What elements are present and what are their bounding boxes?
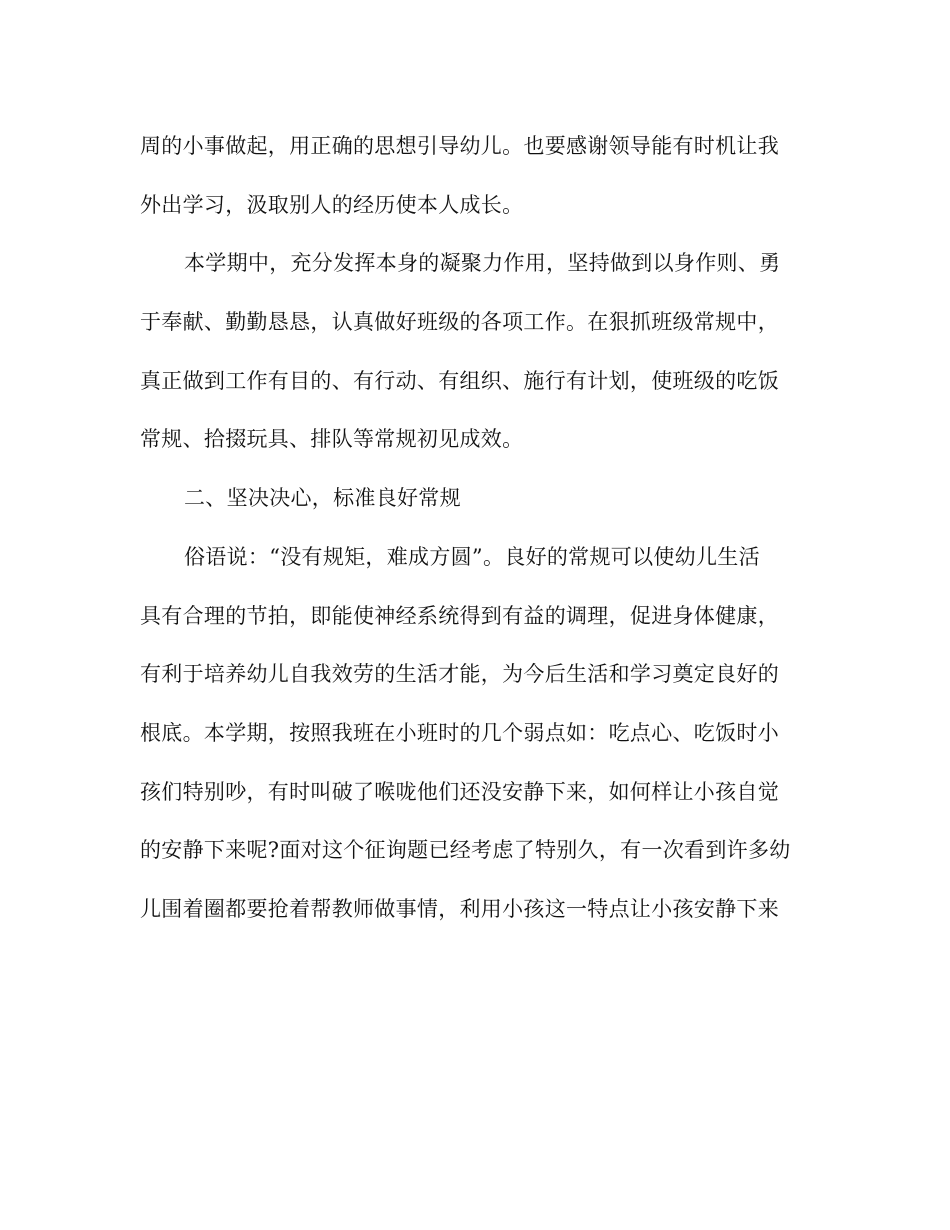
text-line-14: 儿围着圈都要抢着帮教师做事情，利用小孩这一特点让小孩安静下来: [140, 896, 779, 921]
text-line-6: 常规、拾掇玩具、排队等常规初见成效。: [140, 427, 524, 452]
text-line-1: 周的小事做起，用正确的思想引导幼儿。也要感谢领导能有时机让我: [140, 134, 779, 158]
document-body: [140, 122, 810, 944]
section-heading: 二、坚决决心，标准良好常规: [184, 486, 461, 511]
text-line-2: 外出学习，汲取别人的经历使本人成长。: [140, 192, 524, 217]
text-line-4: 于奉献、勤勤恳恳，认真做好班级的各项工作。在狠抓班级常规中，: [140, 310, 779, 335]
text-line-8: 俗语说：“没有规矩，难成方圆”。良好的常规可以使幼儿生活: [184, 544, 760, 569]
text-line-11: 根底。本学期，按照我班在小班时的几个弱点如：吃点心、吃饭时小: [140, 720, 779, 745]
text-line-13: 的安静下来呢?面对这个征询题已经考虑了特别久，有一次看到许多幼: [140, 838, 791, 863]
text-line-12: 孩们特别吵，有时叫破了喉咙他们还没安静下来，如何样让小孩自觉: [140, 779, 779, 804]
text-line-5: 真正做到工作有目的、有行动、有组织、施行有计划，使班级的吃饭: [140, 368, 779, 393]
text-line-3: 本学期中，充分发挥本身的凝聚力作用，坚持做到以身作则、勇: [184, 251, 781, 276]
text-line-10: 有利于培养幼儿自我效劳的生活才能，为今后生活和学习奠定良好的: [140, 662, 779, 687]
text-line-9: 具有合理的节拍，即能使神经系统得到有益的调理，促进身体健康，: [140, 603, 779, 628]
